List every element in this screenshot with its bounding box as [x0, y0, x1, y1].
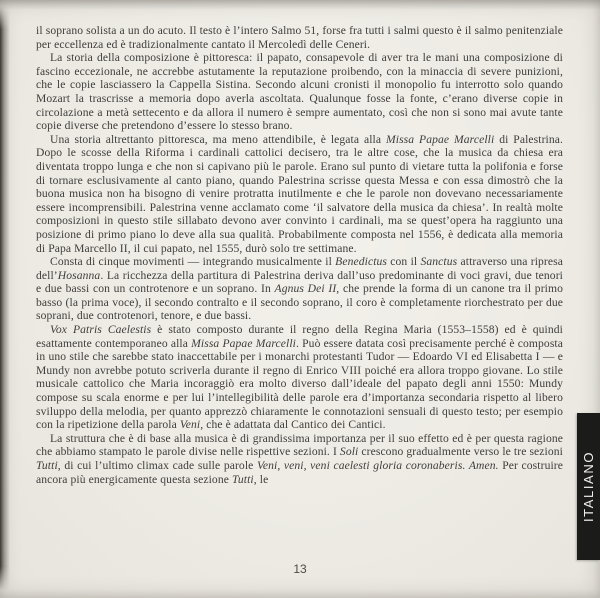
paragraph [36, 51, 563, 133]
paragraph [36, 432, 563, 486]
text-run: , che prende la forma di un canone tra il primo basso (la prima voce), il secondo contralto e il secondo soprano, il coro è completamente riorchestrato per due soprani, due controtenori, tenore, e due bassi. [36, 282, 563, 323]
text-run: , che è adattata dal Cantico dei Cantici. [200, 418, 386, 432]
text-run: Consta di cinque movimenti — integrando musicalmente il [50, 255, 336, 269]
text-block [36, 24, 563, 486]
italic-text-run: Vox Patris Caelestis [50, 323, 152, 337]
text-run: . Può essere datata così precisamente perché è composta in uno stile che sarebbe stato inaccettabile per i monarchi protestanti Tudor — Edoardo VI ed Elisabetta I — e Mundy non avrebbe potuto scriverla durante il regno di Enrico VIII poiché era allora troppo giovane. Lo stile musicale cattolico che Maria incoraggiò era molto diverso dall’ideale del papato degli anni 1550: Mundy compose su scala enorme e per lui l’intellegibilità delle parole era d’importanza secondaria rispetto al libero sviluppo della melodia, per quanto apprezzò chiaramente le connotazioni sensuali di questo testo; per esempio con la ripetizione della parola [36, 336, 563, 432]
paragraph [36, 133, 563, 255]
italic-text-run: Missa Papae Marcelli [385, 132, 495, 146]
text-run: La struttura che è di base alla musica è di grandissima importanza per il suo effetto ed è per questa ragione che abbiamo stampato le parole divise nelle rispettive sezioni. I [36, 431, 563, 459]
text-run: La storia della composizione è pittoresca: il papato, consapevole di aver tra le mani una composizione di fascino eccezionale, ne accrebbe astutamente la reputazione proibendo, con la minaccia di severe punizioni, che le copie lasciassero la Cappella Sistina. Secondo alcuni cronisti il monopolio fu interrotto solo quando Mozart la trascrisse a memoria dopo averla ascoltata. Qualunque fosse la fonte, c’erano diverse copie in circolazione a metà settecento e da allora il numero è sempre aumentato, così che non si sono mai avute tante copie diverse che pretendono d’essere lo stesso brano. [36, 51, 563, 133]
italic-text-run: Tutti [36, 459, 58, 472]
text-run: Per costruire ancora più energicamente questa sezione [36, 459, 564, 486]
italic-text-run: Veni, veni, veni caelesti gloria coronaberis. Amen. [256, 459, 499, 472]
italic-text-run: Tutti [231, 472, 254, 486]
paragraph [36, 255, 563, 323]
language-tab-label: ITALIANO [581, 450, 597, 523]
paragraph [36, 24, 563, 51]
page-number: 13 [293, 562, 307, 576]
italic-text-run: Hosanna [57, 268, 101, 282]
italic-text-run: Sanctus [420, 255, 458, 269]
italic-text-run: Benedictus [335, 255, 388, 269]
text-run: con il [387, 255, 421, 269]
text-run: il soprano solista a un do acuto. Il testo è l’intero Salmo 51, forse fra tutti i salmi questo è il salmo penitenziale per eccellenza ed è tradizionalmente cantato il Mercoledì delle Ceneri. [36, 24, 563, 51]
text-run: . La ricchezza della partitura di Palestrina deriva dall’uso predominante di voci gravi, due tenori e due bassi con un controtenore e un soprano. In [36, 268, 563, 296]
paragraph [36, 323, 563, 432]
text-run: , le [253, 472, 269, 486]
scan-shadow-left [0, 6, 10, 590]
text-run: di Palestrina. Dopo le scosse della Riforma i cardinali cattolici decisero, tra le altre cose, che la musica da chiesa era diventata troppo lunga e che non si capivano più le parole. Erano sul punto di vietare tutta la polifonia e forse di tornare esclusivamente al canto piano, quando Palestrina scrisse questa Messa e con essa dimostrò che la buona musica non ha bisogno di venire protratta inutilmente e che le parole non dovevano necessariamente essere incomprensibili. Palestrina venne acclamato come ‘il salvatore della musica da chiesa’. In realtà molte composizioni in questo stile sillabato devono aver convinto i cardinali, ma se quest’opera ha raggiunto una posizione di primo piano lo deve alla sua qualità. Probabilmente composta nel 1556, è dedicata alla memoria di Papa Marcello II, il cui papato, nel 1555, durò solo tre settimane. [36, 132, 563, 255]
text-run: crescono gradualmente verso le tre sezioni [358, 445, 563, 459]
italic-text-run: Veni [179, 418, 201, 432]
language-tab-italiano [577, 413, 600, 560]
text-run: , di cui l’ultimo climax cade sulle parole [57, 459, 257, 472]
text-run: è stato composto durante il regno della Regina Maria (1553–1558) ed è quindi esattamente contemporaneo alla [36, 323, 563, 350]
scan-shadow-top [0, 0, 600, 10]
italic-text-run: Missa Papae Marcelli [191, 336, 296, 350]
text-run: Una storia altrettanto pittoresca, ma meno attendibile, è legata alla [50, 132, 386, 146]
italic-text-run: Soli [339, 445, 359, 459]
text-run: attraverso una ripresa dell’ [36, 255, 563, 282]
italic-text-run: Agnus Dei II [274, 282, 337, 296]
